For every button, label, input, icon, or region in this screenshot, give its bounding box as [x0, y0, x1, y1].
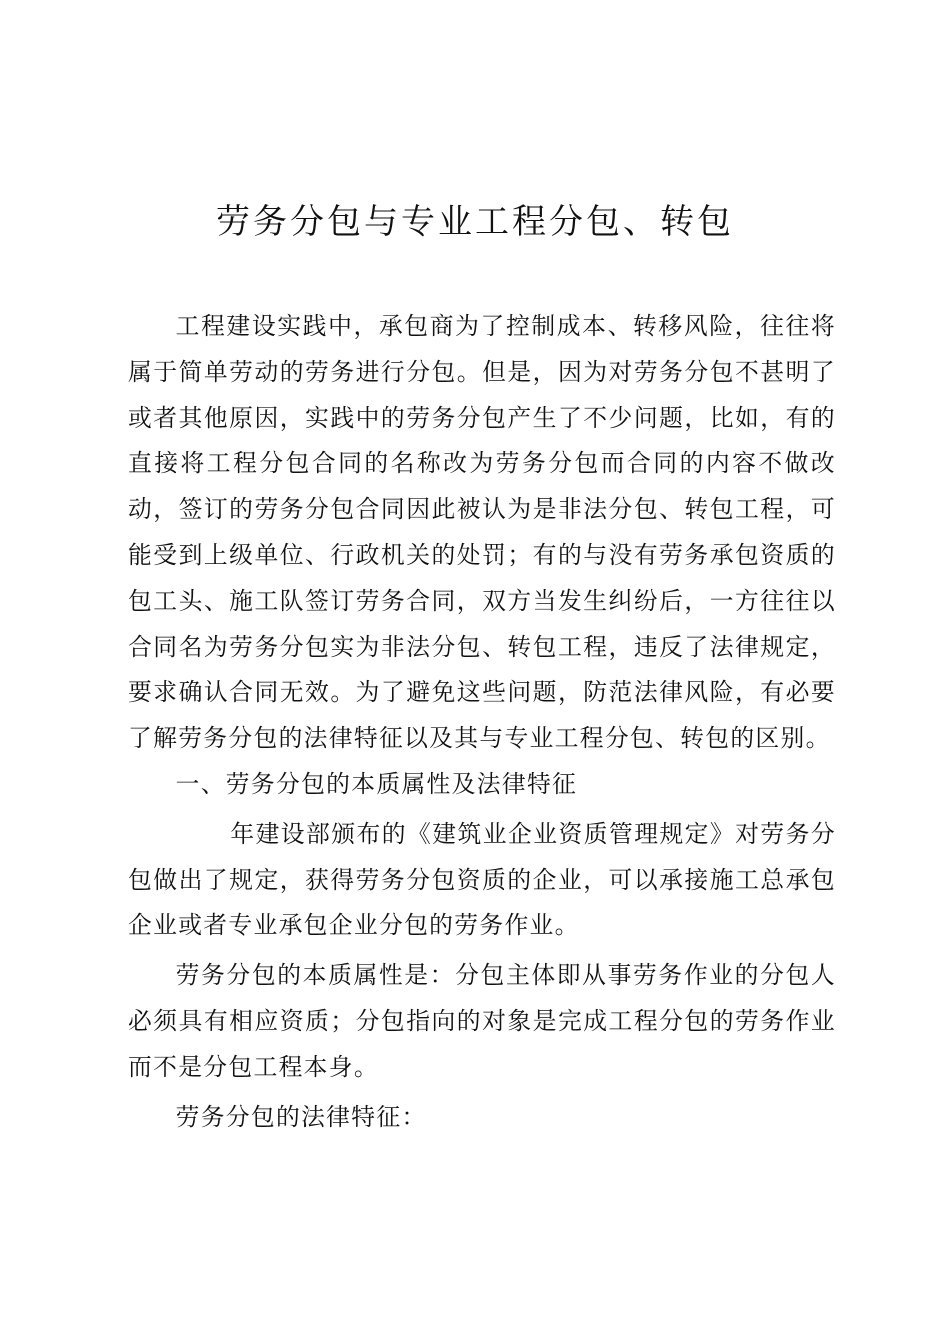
document-title: 劳务分包与专业工程分包、转包	[216, 202, 734, 242]
legal-features-lead: 劳务分包的法律特征：	[175, 1102, 427, 1131]
section-heading: 一、劳务分包的本质属性及法律特征	[175, 769, 578, 798]
document-body	[128, 304, 836, 1140]
essential-attribute-paragraph: 劳务分包的本质属性是：分包主体即从事劳务作业的分包人必须具有相应资质；分包指向的对象是完成工程分包的劳务作业而不是分包工程本身。	[128, 961, 836, 1081]
intro-paragraph: 工程建设实践中，承包商为了控制成本、转移风险，往往将属于简单劳动的劳务进行分包。但是，因为对劳务分包不甚明了或者其他原因，实践中的劳务分包产生了不少问题，比如，有的直接将工程分包合同的名称改为劳务分包而合同的内容不做改动，签订的劳务分包合同因此被认为是非法分包、转包工程，可能受到上级单位、行政机关的处罚；有的与没有劳务承包资质的包工头、施工队签订劳务合同，双方当发生纠纷后，一方往往以合同名为劳务分包实为非法分包、转包工程，违反了法律规定，要求确认合同无效。为了避免这些问题，防范法律风险，有必要了解劳务分包的法律特征以及其与专业工程分包、转包的区别。	[128, 312, 836, 753]
regulation-paragraph: 年建设部颁布的《建筑业企业资质管理规定》对劳务分包做出了规定，获得劳务分包资质的企业，可以承接施工总承包企业或者专业承包企业分包的劳务作业。	[128, 819, 836, 940]
